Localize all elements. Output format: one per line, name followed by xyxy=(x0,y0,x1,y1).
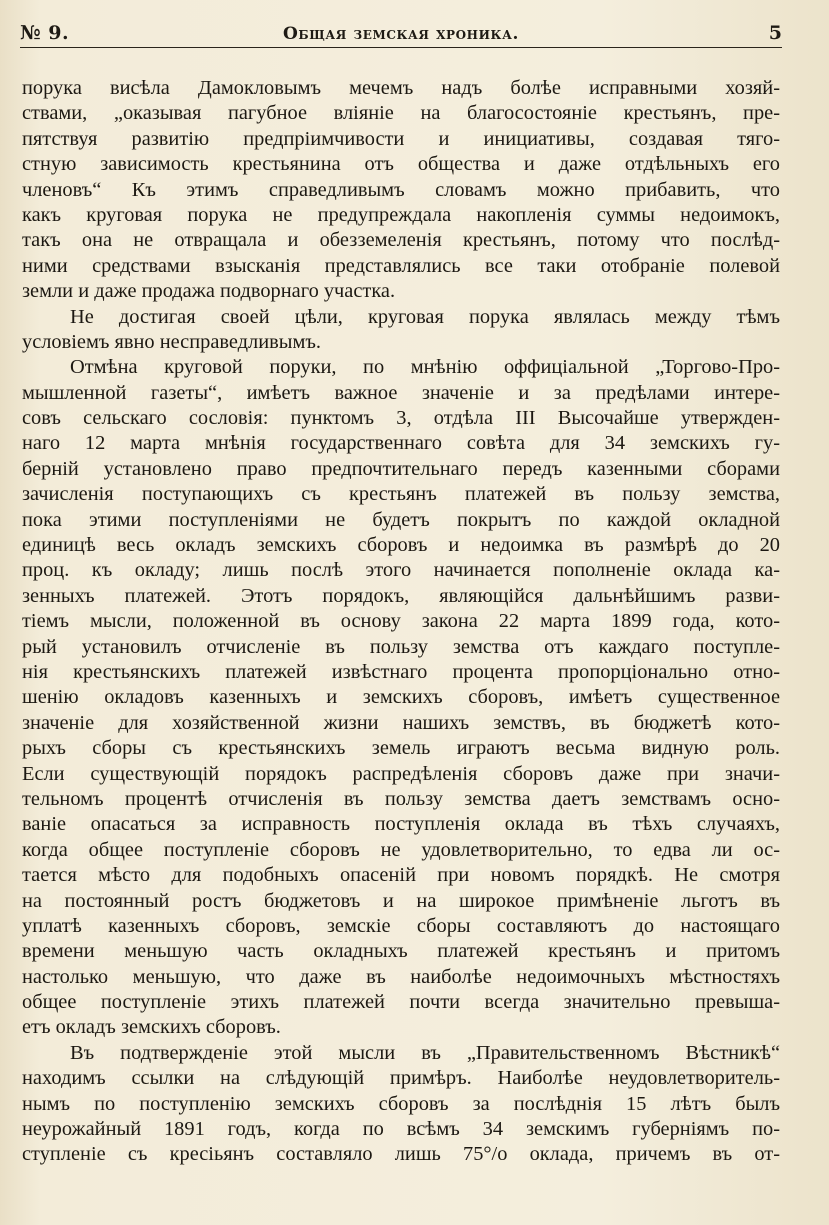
text-line: такъ она не отвращала и обезземеленія крестьянъ, потому что послѣд- xyxy=(22,229,780,252)
text-line: ствами, „оказывая пагубное вліяніе на благосостояніе крестьянъ, пре- xyxy=(22,102,780,125)
running-header xyxy=(20,22,782,44)
article-body xyxy=(22,76,780,1168)
text-line: значеніе для хозяйственной жизни нашихъ земствъ, въ бюджетѣ кото- xyxy=(22,711,780,734)
paragraph-end-line: условіемъ явно несправедливымъ. xyxy=(22,330,322,353)
section-title: Общая земская хроника. xyxy=(283,24,519,44)
text-line: рый установилъ отчисленіе въ пользу земства отъ каждаго поступле- xyxy=(22,635,780,658)
text-line: зачисленія поступающихъ съ крестьянъ платежей въ пользу земства, xyxy=(22,483,780,506)
text-line: зенныхъ платежей. Этотъ порядокъ, являющійся дальнѣйшимъ разви- xyxy=(22,584,780,607)
text-line: ваніе опасаться за исправность поступленія оклада въ тѣхъ случаяхъ, xyxy=(22,813,780,836)
text-line: времени меньшую часть окладныхъ платежей крестьянъ и притомъ xyxy=(22,940,780,963)
text-line: стную зависимость крестьянина отъ общества и даже отдѣльныхъ его xyxy=(22,153,780,176)
text-line: наго 12 марта мнѣнія государственнаго совѣта для 34 земскихъ гу- xyxy=(22,432,780,455)
text-line: уплатѣ казенныхъ сборовъ, земскіе сборы составляютъ до настоящаго xyxy=(22,914,780,937)
text-line: совъ сельскаго сословія: пунктомъ 3, отдѣла III Высочайше утвержден- xyxy=(22,407,780,430)
text-line: на постоянный ростъ бюджетовъ и на широкое примѣненіе льготъ въ xyxy=(22,889,780,912)
text-line: проц. къ окладу; лишь послѣ этого начинается пополненіе оклада ка- xyxy=(22,559,780,582)
text-line: порука висѣла Дамокловымъ мечемъ надъ болѣе исправными хозяй- xyxy=(22,77,780,99)
paragraph-start-line: Не достигая своей цѣли, круговая порука являлась между тѣмъ xyxy=(70,305,780,328)
text-line: единицѣ весь окладъ земскихъ сборовъ и недоимка въ размѣрѣ до 20 xyxy=(22,534,780,557)
text-line: тіемъ мысли, положенной въ основу закона 22 марта 1899 года, кото- xyxy=(22,610,780,633)
text-line: нія крестьянскихъ платежей извѣстнаго процента пропорціонально отно- xyxy=(22,660,780,683)
text-line: находимъ ссылки на слѣдующій примѣръ. Наиболѣе неудовлетворитель- xyxy=(22,1067,780,1090)
text-line: рыхъ сборы съ крестьянскихъ земель играютъ весьма видную роль. xyxy=(22,737,780,760)
text-line: пятствуя развитію предпріимчивости и инициативы, создавая тяго- xyxy=(22,127,780,150)
paragraph-end-line: земли и даже продажа подворнаго участка. xyxy=(22,280,396,303)
text-line: когда общее поступленіе сборовъ не удовлетворительно, то едва ли ос- xyxy=(22,838,780,861)
text-line: настолько меньшую, что даже въ наиболѣе недоимочныхъ мѣстностяхъ xyxy=(22,965,780,988)
text-line: какъ круговая порука не предупреждала накопленія суммы недоимокъ, xyxy=(22,203,780,226)
text-line: Если существующій порядокъ распредѣленія сборовъ даже при значи- xyxy=(22,762,780,785)
text-line: берній установлено право предпочтительнаго передъ казенными сборами xyxy=(22,457,780,480)
text-line: тается мѣсто для подобныхъ опасеній при новомъ порядкѣ. Не смотря xyxy=(22,864,780,887)
paragraph-end-line: етъ окладъ земскихъ сборовъ. xyxy=(22,1016,281,1039)
page-number: 5 xyxy=(768,22,782,44)
text-line: нымъ по поступленію земскихъ сборовъ за послѣднія 15 лѣтъ былъ xyxy=(22,1092,780,1115)
paragraph-start-line: Въ подтвержденіе этой мысли въ „Правительственномъ Вѣстникѣ“ xyxy=(70,1041,780,1064)
text-line: ними средствами взысканія представлялись все таки отобраніе полевой xyxy=(22,254,780,277)
text-line: неурожайный 1891 годъ, когда по всѣмъ 34 земскимъ губерніямъ по- xyxy=(22,1118,780,1141)
text-line: тельномъ процентѣ отчисленія въ пользу земства даетъ земствамъ осно- xyxy=(22,787,780,810)
text-line: мышленной газеты“, имѣетъ важное значеніе и за предѣлами интере- xyxy=(22,381,780,404)
text-line: пока этими поступленіями не будетъ покрытъ по каждой окладной xyxy=(22,508,780,531)
text-line: членовъ“ Къ этимъ справедливымъ словамъ можно прибавить, что xyxy=(22,178,780,201)
paragraph-start-line: Отмѣна круговой поруки, по мнѣнію оффиціальной „Торгово-Про- xyxy=(70,356,780,379)
header-rule xyxy=(20,47,782,48)
text-line: общее поступленіе этихъ платежей почти всегда значительно превыша- xyxy=(22,991,780,1014)
issue-number: № 9. xyxy=(20,22,70,44)
text-line: шенію окладовъ казенныхъ и земскихъ сборовъ, имѣетъ существенное xyxy=(22,686,780,709)
text-line: ступленіе съ кресіьянъ составляло лишь 75°/о оклада, причемъ въ от- xyxy=(22,1143,780,1166)
